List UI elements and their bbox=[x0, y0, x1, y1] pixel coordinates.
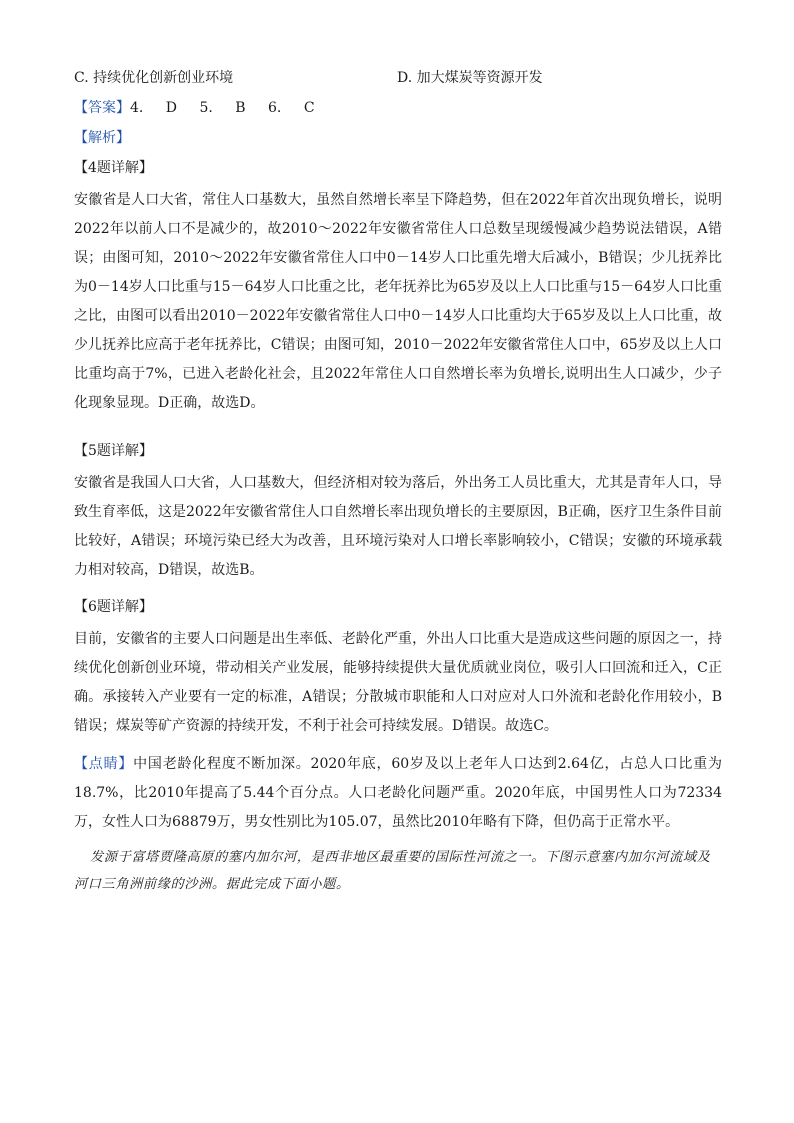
q6-heading: 【6题详解】 bbox=[74, 599, 153, 615]
option-d: D. 加大煤炭等资源开发 bbox=[397, 70, 543, 86]
intro-paragraph: 发源于富塔贾隆高原的塞内加尔河，是西非地区最重要的国际性河流之一。下图示意塞内加尔河流域及河口三角洲前缘的沙洲。据此完成下面小题。 bbox=[74, 850, 711, 892]
q5-body: 安徽省是我国人口大省，人口基数大，但经济相对较为落后，外出务工人员比重大，尤其是青年人口，导致生育率低，这是2022年安徽省常住人口自然增长率出现负增长的主要原因，B正确，医疗卫生条件目前比较好，A错误；环境污染已经大为改善，且环境污染对人口增长率影响较小，C错误；安徽的环境承载力相对较高，D错误，故选B。 bbox=[74, 475, 722, 578]
note-paragraph bbox=[74, 750, 722, 837]
answer-line bbox=[74, 98, 315, 118]
analysis-tag: 【解析】 bbox=[74, 130, 130, 146]
note-tag: 【点睛】 bbox=[74, 756, 134, 772]
q5-heading: 【5题详解】 bbox=[74, 443, 153, 459]
q4-body: 安徽省是人口大省，常住人口基数大，虽然自然增长率呈下降趋势，但在2022年首次出现负增长，说明2022年以前人口不是减少的，故2010～2022年安徽省常住人口总数呈现缓慢减少趋势说法错误，A错误；由图可知，2010～2022年安徽省常住人口中0－14岁人口比重先增大后减小，B错误；少儿抚养比为0－14岁人口比重与15－64岁人口比重之比，老年抚养比为65岁及以上人口比重与15－64岁人口比重之比，由图可以看出2010－2022年安徽省常住人口中0－14岁人口比重均大于65岁及以上人口比重，故少儿抚养比应高于老年抚养比，C错误；由图可知，2010－2022年安徽省常住人口中，65岁及以上人口比重均高于7%，已进入老龄化社会，且2022年常住人口自然增长率为负增长,说明出生人口减少，少子化现象显现。D正确，故选D。 bbox=[74, 192, 722, 411]
answer-tag: 【答案】 bbox=[74, 100, 130, 116]
option-c: C. 持续优化创新创业环境 bbox=[74, 70, 234, 86]
q6-body: 目前，安徽省的主要人口问题是出生率低、老龄化严重，外出人口比重大是造成这些问题的原因之一，持续优化创新创业环境，带动相关产业发展，能够持续提供大量优质就业岗位，吸引人口回流和迁入，C正确。承接转入产业要有一定的标准，A错误；分散城市职能和人口对应对人口外流和老龄化作用较小，B错误；煤炭等矿产资源的持续开发，不利于社会可持续发展。D错误。故选C。 bbox=[74, 631, 722, 734]
q4-heading: 【4题详解】 bbox=[74, 160, 153, 176]
answer-value: 4. D 5. B 6. C bbox=[130, 100, 315, 116]
note-body: 中国老龄化程度不断加深。2020年底，60岁及以上老年人口达到2.64亿，占总人口比重为18.7%，比2010年提高了5.44个百分点。人口老龄化问题严重。2020年底，中国男性人口为72334万，女性人口为68879万，男女性别比为105.07，虽然比2010年略有下降，但仍高于正常水平。 bbox=[74, 756, 722, 830]
